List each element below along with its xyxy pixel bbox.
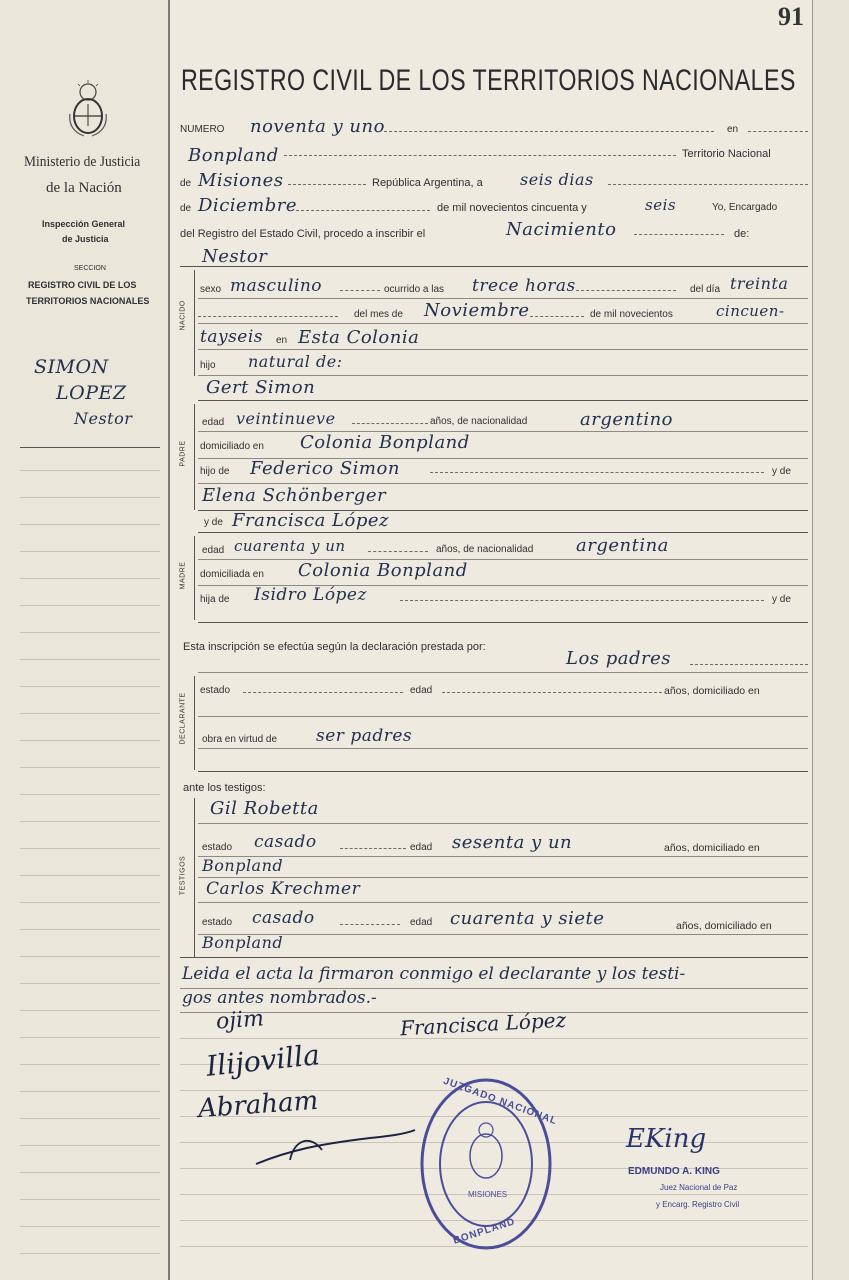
label-ocurrido: ocurrido a las [384,284,445,295]
label-del-registro: del Registro del Estado Civil, procedo a inscribir el [180,228,426,240]
value-dia-nac: treinta [730,274,789,293]
value-provincia: Misiones [198,170,284,191]
label-de-mil: de mil novecientos cincuenta y [437,202,587,214]
label-de-mil-nac: de mil novecientos [590,309,673,320]
value-hora: trece horas [472,276,576,296]
value-mes-registro: Diciembre [198,195,298,216]
label-y-de-madre: y de [204,517,223,528]
value-mes-nac: Noviembre [424,300,530,321]
value-madre-nombre: Francisca López [232,510,389,531]
value-madre-dom: Colonia Bonpland [298,560,468,581]
label-testigos: TESTIGOS [179,855,187,896]
signature-firma-c: Abraham [197,1085,320,1125]
label-dom-madre: domiciliada en [200,569,264,580]
label-edad-madre: edad [202,545,225,556]
label-edad-decl: edad [410,685,433,696]
label-republica: República Argentina, a [372,177,483,189]
label-edad-t2: edad [410,917,433,928]
value-sexo: masculino [230,276,323,296]
label-de-colon: de: [734,228,750,240]
section-line1: REGISTRO CIVIL DE LOS [28,280,137,290]
label-yo-encargado: Yo, Encargado [712,202,778,213]
label-madre: MADRE [179,561,187,590]
page-title: REGISTRO CIVIL DE LOS TERRITORIOS NACIONALES [181,64,796,97]
label-anos-nac-padre: años, de nacionalidad [430,416,528,427]
label-y-de-madre-2: y de [772,594,791,605]
signature-flourish-icon [250,1120,420,1170]
closing-line-2: gos antes nombrados.- [182,988,377,1008]
label-sexo: sexo [200,284,222,295]
signature-firma-a: ojim [215,1006,265,1035]
stamp-text-bottom: BONPLAND [451,1216,517,1247]
label-en-nac: en [276,335,288,346]
margin-note-surname1: SIMON [34,356,109,378]
page-number: 91 [778,2,804,31]
value-testigo2: Carlos Krechmer [206,879,361,899]
value-localidad: Bonpland [188,145,279,166]
value-padre-padre: Federico Simon [250,458,400,479]
value-acto: Nacimiento [506,219,617,240]
value-ano-registro: seis [645,196,677,214]
section-declarante-bracket [194,676,196,770]
section-padre-bracket [194,404,196,510]
label-anos-dom-t1: años, domiciliado en [664,842,760,854]
value-padre-dom: Colonia Bonpland [300,432,470,453]
officer-title-1: Juez Nacional de Paz [660,1183,738,1192]
label-en: en [727,124,739,135]
label-padre: PADRE [179,440,187,467]
label-nacido: NACIDO [179,300,187,331]
inspection-line1: Inspección General [42,219,126,229]
value-padre-nombre: Gert Simon [206,377,316,398]
value-padre-madre: Elena Schönberger [202,485,387,506]
label-numero: NUMERO [180,124,225,135]
label-edad-padre: edad [202,417,225,428]
label-del-dia: del día [690,284,721,295]
label-del-mes: del mes de [354,309,403,320]
label-territorio: Territorio Nacional [682,148,771,160]
signature-oficial: EKing [626,1124,707,1154]
value-testigo1: Gil Robetta [210,798,319,819]
label-anos-dom-t2: años, domiciliado en [676,920,772,932]
value-testigo2-estado: casado [252,908,315,928]
margin-note-name: Nestor [74,409,133,428]
value-nombre: Nestor [202,246,268,267]
officer-title-2: y Encarg. Registro Civil [656,1200,740,1209]
value-lugar: Esta Colonia [298,327,420,348]
value-testigo1-estado: casado [254,832,317,852]
label-obra: obra en virtud de [202,734,278,745]
value-madre-edad: cuarenta y un [234,537,346,555]
label-declaracion: Esta inscripción se efectúa según la declaración prestada por: [183,641,486,653]
value-madre-padre: Isidro López [254,585,367,605]
section-label: SECCION [74,265,106,272]
value-padre-edad: veintinueve [236,409,336,428]
value-dia-registro: seis dias [520,170,594,189]
label-y-de-padre: y de [772,466,791,477]
label-hijo: hijo [200,360,216,371]
value-testigo2-edad: cuarenta y siete [450,908,605,929]
label-estado-t1: estado [202,842,233,853]
closing-line-1: Leida el acta la firmaron conmigo el declarante y los testi- [182,964,686,984]
value-padre-nac: argentino [580,409,674,430]
label-hija-de: hija de [200,594,230,605]
signature-madre: Francisca López [399,1007,567,1041]
value-filiacion: natural de: [248,352,343,371]
value-ano-nac-1: cincuen- [716,302,785,320]
label-dom-padre: domiciliado en [200,441,264,452]
label-edad-t1: edad [410,842,433,853]
ministry-line2: de la Nación [46,180,122,196]
label-estado-decl: estado [200,685,231,696]
margin-separator [20,447,160,448]
label-ante-testigos: ante los testigos: [183,782,266,794]
value-testigo1-dom: Bonpland [202,856,284,875]
inspection-line2: de Justicia [62,234,109,244]
value-testigo1-edad: sesenta y un [452,832,573,853]
value-obra: ser padres [316,726,413,746]
section-line2: TERRITORIOS NACIONALES [26,296,150,306]
right-page-edge [812,0,849,1280]
stamp-text-top: JUZGADO NACIONAL [441,1075,559,1128]
section-madre-bracket [194,536,196,620]
officer-name: EDMUNDO A. KING [628,1166,720,1177]
ministry-line1: Ministerio de Justicia [24,154,141,170]
value-numero: noventa y uno [250,116,385,137]
label-hijo-de-padre: hijo de [200,466,230,477]
section-nacido-bracket [194,270,196,376]
section-testigos-bracket [194,798,196,958]
signature-firma-b: Ilijovilla [204,1038,322,1083]
label-declarante: DECLARANTE [179,692,187,745]
stamp-text-middle: MISIONES [468,1190,508,1199]
value-madre-nac: argentina [576,535,669,556]
label-anos-dom-decl: años, domiciliado en [664,685,760,697]
label-de-2: de [180,203,192,214]
margin-note-surname2: LOPEZ [56,382,127,404]
value-declarantes: Los padres [566,648,672,669]
value-ano-nac-2: tayseis [200,327,264,347]
value-testigo2-dom: Bonpland [202,933,284,952]
label-anos-nac-madre: años, de nacionalidad [436,544,534,555]
coat-of-arms-icon [66,78,110,140]
label-estado-t2: estado [202,917,233,928]
label-de-1: de [180,178,192,189]
